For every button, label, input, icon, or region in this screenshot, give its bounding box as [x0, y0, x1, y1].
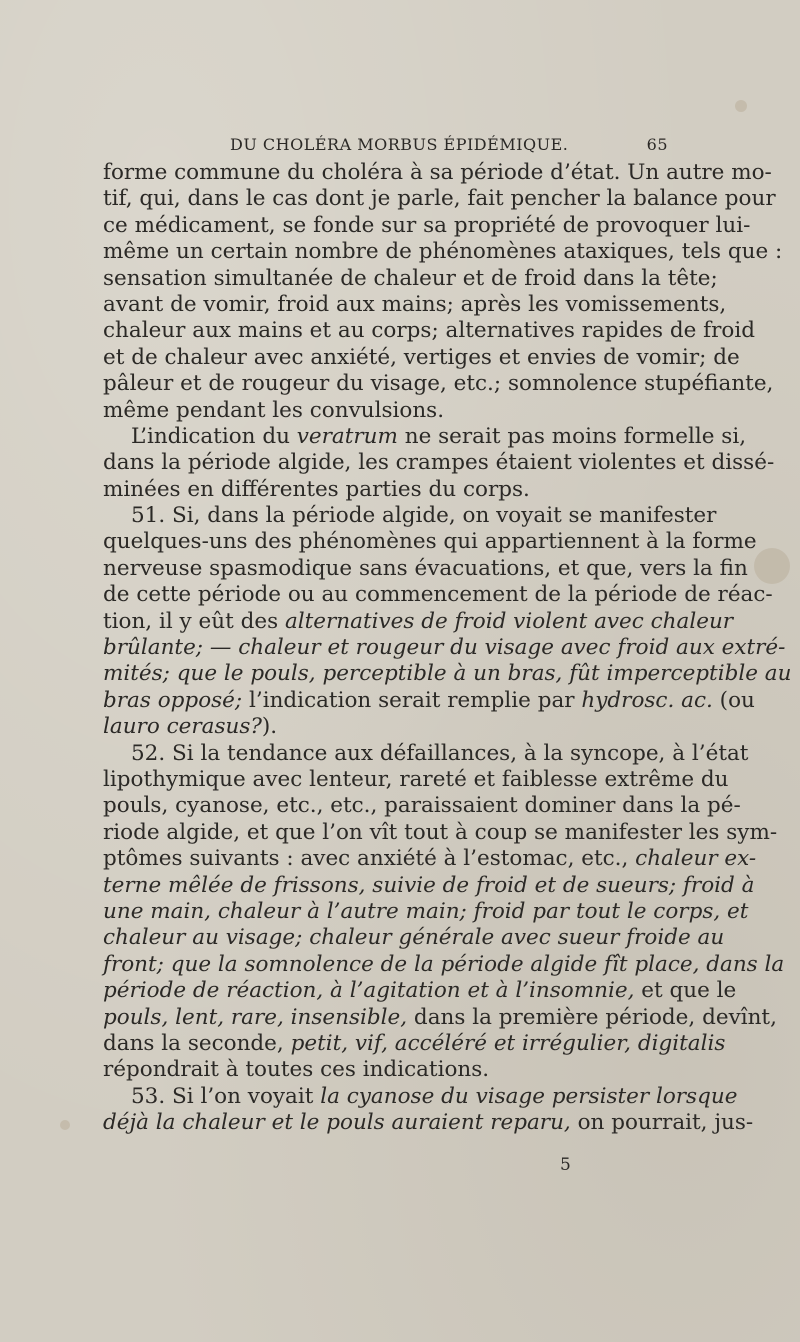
- text-line: [103, 212, 751, 239]
- text-line: [103, 398, 669, 424]
- text-segment: ).: [261, 714, 278, 740]
- text-segment: dans la période algide, les crampes étaient violentes et dissé-: [103, 450, 775, 476]
- running-title: DU CHOLÉRA MORBUS ÉPIDÉMIQUE.: [230, 135, 569, 154]
- text-line: [103, 477, 669, 503]
- text-line: [103, 529, 757, 555]
- page-header: [108, 135, 668, 159]
- italic-text: bras opposé;: [103, 687, 243, 713]
- text-line: [103, 160, 772, 186]
- paper-stain: [754, 548, 790, 584]
- text-line: [103, 898, 749, 925]
- text-line: [103, 1004, 777, 1031]
- text-segment: et de chaleur avec anxiété, vertiges et envies de vomir; de: [103, 344, 740, 370]
- italic-text: terne mêlée de frissons, suivie de froid et de sueurs; froid à: [103, 872, 755, 898]
- italic-text: alternatives de froid violent avec chaleur: [284, 608, 734, 634]
- italic-text: lauro cerasus?: [103, 714, 262, 740]
- text-segment: ne serait pas moins formelle si,: [397, 423, 747, 449]
- text-line: [103, 1030, 726, 1057]
- paper-stain: [60, 1120, 70, 1130]
- text-segment: 51. Si, dans la période algide, on voyait se manifester: [131, 503, 717, 529]
- text-line: [103, 186, 776, 212]
- text-line: [103, 793, 741, 819]
- text-segment: 53. Si l’on voyait: [131, 1083, 321, 1109]
- text-segment: ptômes suivants : avec anxiété à l’estomac, etc.,: [103, 846, 636, 872]
- text-line: [103, 423, 747, 450]
- text-line: [103, 766, 729, 793]
- text-segment: on pourrait, jus-: [570, 1110, 754, 1136]
- text-segment: répondrait à toutes ces indications.: [103, 1057, 490, 1083]
- italic-text: période de réaction, à l’agitation et à l’insomnie,: [103, 978, 635, 1004]
- text-segment: tion, il y eût des: [103, 608, 285, 634]
- text-line: [103, 687, 755, 714]
- text-segment: ce médicament, se fonde sur sa propriété de provoquer lui-: [103, 212, 751, 238]
- text-segment: chaleur aux mains et au corps; alternatives rapides de froid: [103, 318, 756, 344]
- text-line: [103, 925, 725, 951]
- text-segment: dans la seconde,: [103, 1030, 291, 1056]
- page-number: 65: [646, 135, 668, 154]
- text-segment: l’indication serait remplie par: [242, 687, 582, 713]
- text-segment: L’indication du: [131, 423, 297, 449]
- text-segment: nerveuse spasmodique sans évacuations, et que, vers la fin: [103, 555, 748, 581]
- italic-text: hydrosc. ac.: [581, 687, 713, 713]
- text-line: [103, 371, 774, 397]
- italic-text: pouls, lent, rare, insensible,: [103, 1004, 408, 1030]
- text-segment: minées en différentes parties du corps.: [103, 476, 530, 502]
- text-line: [103, 846, 757, 872]
- text-line: [103, 582, 773, 608]
- text-line: [103, 1057, 669, 1083]
- text-segment: pouls, cyanose, etc., etc., paraissaient dominer dans la pé-: [103, 793, 741, 819]
- italic-text: chaleur au visage; chaleur générale avec sueur froide au: [103, 925, 725, 951]
- text-line: [103, 291, 727, 318]
- italic-text: la cyanose du visage persister lorsque: [320, 1083, 738, 1109]
- text-line: [103, 978, 737, 1004]
- text-segment: même un certain nombre de phénomènes ataxiques, tels que :: [103, 239, 783, 265]
- text-segment: quelques-uns des phénomènes qui appartiennent à la forme: [103, 529, 757, 555]
- text-segment: (ou: [712, 687, 755, 713]
- text-segment: sensation simultanée de chaleur et de froid dans la tête;: [103, 265, 718, 291]
- text-line: [103, 1083, 738, 1110]
- text-line: [103, 608, 734, 635]
- text-line: [103, 265, 718, 292]
- text-segment: avant de vomir, froid aux mains; après les vomissements,: [103, 291, 727, 317]
- text-segment: lipothymique avec lenteur, rareté et faiblesse extrême du: [103, 766, 729, 792]
- italic-text: veratrum: [296, 423, 398, 449]
- text-segment: dans la première période, devînt,: [407, 1004, 777, 1030]
- text-line: [103, 239, 783, 265]
- signature-mark: 5: [560, 1155, 571, 1175]
- text-line: [103, 555, 748, 582]
- text-line: [103, 740, 749, 767]
- italic-text: petit, vif, accéléré et irrégulier, digitalis: [290, 1030, 726, 1056]
- text-segment: forme commune du choléra à sa période d’état. Un autre mo-: [103, 160, 772, 185]
- text-segment: tif, qui, dans le cas dont je parle, fait pencher la balance pour: [103, 186, 776, 212]
- text-segment: pâleur et de rougeur du visage, etc.; somnolence stupéfiante,: [103, 371, 774, 397]
- text-line: [103, 344, 740, 371]
- text-line: [103, 872, 755, 899]
- text-line: [103, 714, 669, 740]
- text-line: [103, 951, 785, 978]
- text-segment: riode algide, et que l’on vît tout à coup se manifester les sym-: [103, 819, 778, 845]
- italic-text: brûlante; — chaleur et rougeur du visage avec froid aux extré-: [103, 635, 786, 661]
- text-line: [103, 819, 778, 846]
- italic-text: chaleur ex-: [635, 846, 757, 872]
- text-line: [103, 661, 792, 687]
- italic-text: front; que la somnolence de la période algide fît place, dans la: [103, 951, 785, 977]
- text-line: [103, 635, 786, 661]
- text-line: [103, 503, 717, 529]
- text-line: [103, 450, 775, 476]
- text-segment: de cette période ou au commencement de la période de réac-: [103, 582, 773, 608]
- italic-text: mités; que le pouls, perceptible à un bras, fût imperceptible au: [103, 661, 792, 687]
- text-line: [103, 318, 756, 344]
- text-segment: même pendant les convulsions.: [103, 397, 445, 423]
- paper-stain: [735, 100, 747, 112]
- body-text: [103, 160, 792, 1136]
- text-segment: 52. Si la tendance aux défaillances, à la syncope, à l’état: [131, 740, 749, 766]
- italic-text: déjà la chaleur et le pouls auraient reparu,: [103, 1110, 571, 1136]
- text-segment: et que le: [634, 978, 737, 1004]
- italic-text: une main, chaleur à l’autre main; froid par tout le corps, et: [103, 898, 749, 924]
- text-line: [103, 1110, 754, 1136]
